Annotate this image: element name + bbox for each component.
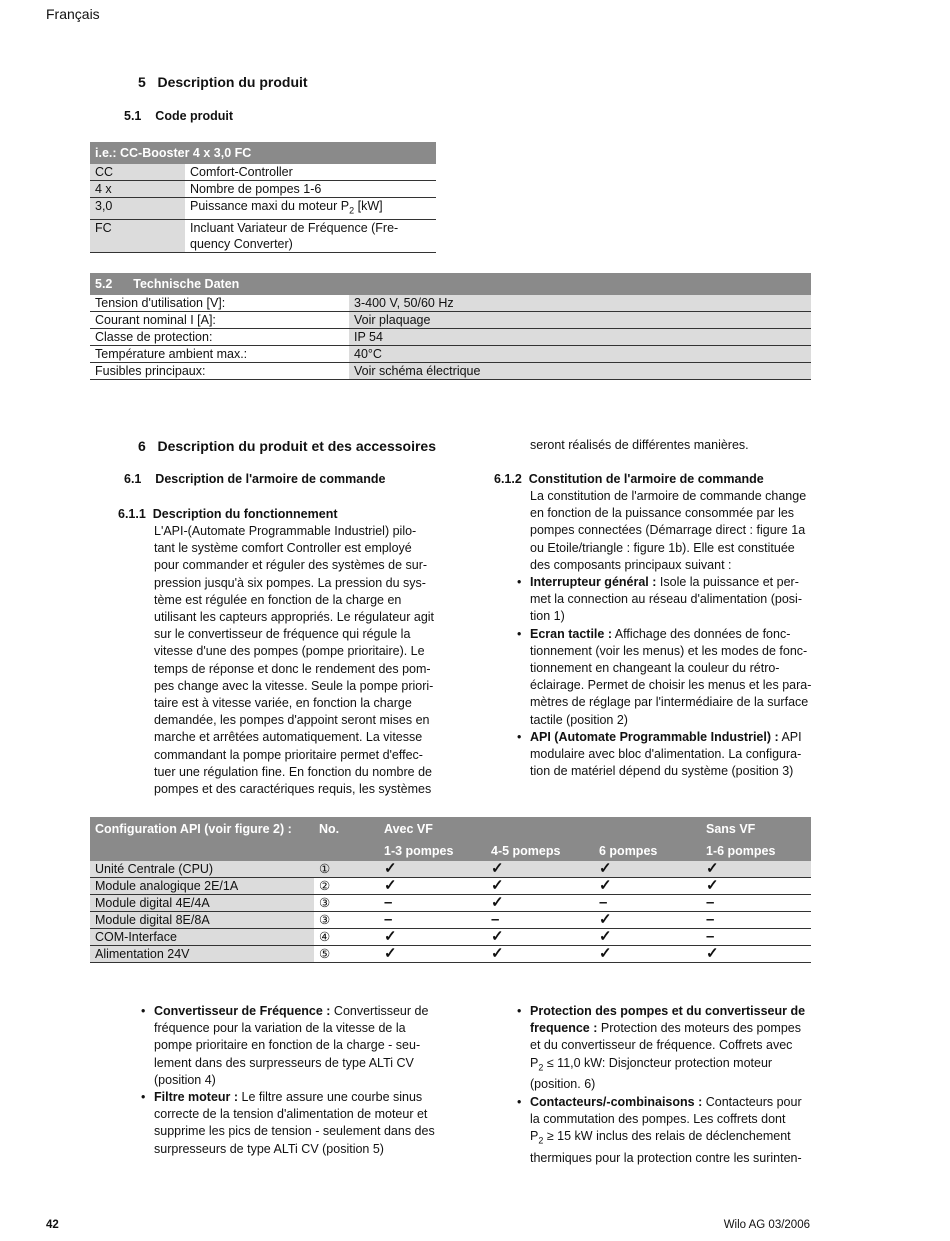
bottom-left-list bbox=[154, 1003, 444, 1158]
item-text: tionnement en changeant la couleur du rétro- bbox=[530, 661, 780, 676]
item-text: met la connection au réseau d'alimentation (posi- bbox=[530, 592, 802, 607]
item-text: Isole la puissance et per- bbox=[656, 575, 799, 590]
item-text: fréquence pour la variation de la vitesse de la bbox=[154, 1021, 406, 1036]
table-row bbox=[90, 878, 811, 895]
body-line: commandant la pompe prioritaire permet d'effec- bbox=[154, 747, 423, 762]
item-title: API (Automate Programmable Industriel) : bbox=[530, 729, 779, 744]
subscript: 2 bbox=[538, 1135, 544, 1146]
item-text: pompe prioritaire en fonction de la charge - seu- bbox=[154, 1038, 421, 1053]
body-line: utilisant les capteurs appropriés. Le régulateur agit bbox=[154, 610, 435, 625]
no-cell: ③ bbox=[314, 895, 379, 912]
body-line: L'API-(Automate Programmable Industriel) pilo- bbox=[154, 524, 417, 538]
value-cell: ✓ bbox=[594, 861, 701, 878]
value-cell: ✓ bbox=[379, 946, 486, 963]
value-cell: ✓ bbox=[486, 878, 594, 895]
item-text: (position. 6) bbox=[530, 1077, 596, 1092]
label-cell: Classe de protection: bbox=[90, 329, 349, 346]
table-row bbox=[90, 346, 811, 363]
section-title: Description de l'armoire de commande bbox=[155, 472, 386, 486]
component-list bbox=[154, 1003, 444, 1158]
item-text: tion de matériel dépend du système (position 3) bbox=[530, 764, 794, 779]
value-cell: ✓ bbox=[701, 878, 811, 895]
table-row bbox=[90, 312, 811, 329]
body-line: pompes et des caractériques requis, les systèmes bbox=[154, 782, 432, 797]
body-line: pour commander et réguler des systèmes de sur- bbox=[154, 558, 428, 573]
value-cell: ✓ bbox=[486, 946, 594, 963]
item-text: P bbox=[530, 1055, 539, 1070]
body-line: pression jusqu'à six pompes. La pression du sys- bbox=[154, 575, 426, 590]
header-6: 6 pompes bbox=[599, 844, 658, 858]
header-1-3: 1-3 pompes bbox=[384, 844, 454, 858]
value-cell: ✓ bbox=[594, 946, 701, 963]
section-6-1-2-body bbox=[530, 488, 820, 780]
list-item bbox=[154, 1089, 444, 1158]
table-header-row bbox=[90, 817, 811, 839]
desc-line: Incluant Variateur de Fréquence (Fre- bbox=[190, 220, 399, 235]
value-cell: – bbox=[701, 895, 811, 912]
label-cell: Fusibles principaux: bbox=[90, 363, 349, 380]
section-6-1-1-body bbox=[154, 523, 444, 798]
label-cell: Courant nominal I [A]: bbox=[90, 312, 349, 329]
body-line: pes change avec la vitesse. Seule la pompe priori- bbox=[154, 678, 434, 693]
item-text: API bbox=[778, 729, 802, 744]
table-header-row bbox=[90, 142, 436, 164]
name-cell: Module analogique 2E/1A bbox=[90, 878, 314, 895]
table-row bbox=[90, 363, 811, 380]
desc-line: quency Converter) bbox=[190, 236, 293, 251]
name-cell: COM-Interface bbox=[90, 929, 314, 946]
item-text: lement dans des surpresseurs de type ALTi CV bbox=[154, 1055, 414, 1070]
value-cell: – bbox=[486, 912, 594, 929]
table-header-row bbox=[90, 273, 811, 295]
body-line: des composants principaux suivant : bbox=[530, 557, 732, 572]
item-text: ≤ 11,0 kW: Disjoncteur protection moteur bbox=[543, 1055, 773, 1070]
body-line: marche et arrêtées automatiquement. La vitesse bbox=[154, 730, 423, 745]
section-number: 5 bbox=[138, 74, 146, 90]
item-title: Contacteurs/-combinaisons : bbox=[530, 1094, 703, 1109]
table-row bbox=[90, 946, 811, 963]
item-title: frequence : bbox=[530, 1021, 598, 1036]
value-cell: ✓ bbox=[594, 878, 701, 895]
item-text: modulaire avec bloc d'alimentation. La configura- bbox=[530, 747, 802, 762]
value-cell: ✓ bbox=[594, 929, 701, 946]
table-row bbox=[90, 164, 436, 181]
value-cell: ✓ bbox=[701, 861, 811, 878]
section-title: Code produit bbox=[155, 109, 234, 123]
body-line: demandée, les pompes d'appoint seront mises en bbox=[154, 713, 430, 728]
item-text: correcte de la tension d'alimentation de moteur et bbox=[154, 1107, 428, 1122]
body-line: pompes connectées (Démarrage direct : figure 1a bbox=[530, 523, 806, 538]
table-row bbox=[90, 295, 811, 312]
label-cell: Tension d'utilisation [V]: bbox=[90, 295, 349, 312]
list-item bbox=[530, 626, 820, 729]
header-1-6: 1-6 pompes bbox=[706, 844, 776, 858]
code-cell: FC bbox=[90, 219, 185, 252]
item-text: Protection des moteurs des pompes bbox=[597, 1021, 801, 1036]
name-cell: Module digital 8E/8A bbox=[90, 912, 314, 929]
body-line: ou Etoile/triangle : figure 1b). Elle est constituée bbox=[530, 540, 795, 555]
section-title: Technische Daten bbox=[133, 277, 240, 291]
continued-text: seront réalisés de différentes manières. bbox=[530, 438, 749, 452]
value-cell: ✓ bbox=[486, 929, 594, 946]
desc-text: [kW] bbox=[354, 199, 383, 213]
table-row bbox=[90, 929, 811, 946]
table-header: i.e.: CC-Booster 4 x 3,0 FC bbox=[95, 146, 252, 160]
item-text: tion 1) bbox=[530, 609, 565, 624]
value-cell: – bbox=[379, 912, 486, 929]
desc-cell bbox=[185, 198, 436, 220]
item-text: supprime les pics de tension - seulement dans des bbox=[154, 1124, 435, 1139]
label-cell: Température ambient max.: bbox=[90, 346, 349, 363]
language-label: Français bbox=[46, 6, 100, 22]
value-cell: Voir schéma électrique bbox=[349, 363, 811, 380]
value-cell: IP 54 bbox=[349, 329, 811, 346]
item-title: Protection des pompes et du convertisseur de bbox=[530, 1004, 806, 1018]
table-row bbox=[90, 861, 811, 878]
value-cell: – bbox=[594, 895, 701, 912]
name-cell: Unité Centrale (CPU) bbox=[90, 861, 314, 878]
section-number: 6.1.1 bbox=[118, 507, 146, 521]
item-text: (position 4) bbox=[154, 1072, 216, 1087]
item-title: Convertisseur de Fréquence : bbox=[154, 1004, 331, 1018]
body-line: tuer une régulation fine. En fonction du nombre de bbox=[154, 764, 432, 779]
value-cell: – bbox=[379, 895, 486, 912]
value-cell: 40°C bbox=[349, 346, 811, 363]
header-sans-vf: Sans VF bbox=[706, 822, 756, 836]
item-text: tactile (position 2) bbox=[530, 712, 628, 727]
header-config: Configuration API (voir figure 2) : bbox=[95, 822, 292, 836]
section-number: 5.1 bbox=[124, 109, 142, 123]
desc-text: Puissance maxi du moteur P bbox=[190, 199, 350, 213]
item-text: tionnement (voir les menus) et les modes de fonc- bbox=[530, 643, 808, 658]
item-text: surpresseurs de type ALTi CV (position 5) bbox=[154, 1141, 384, 1156]
bottom-right-list bbox=[530, 1003, 820, 1167]
value-cell: ✓ bbox=[379, 878, 486, 895]
component-list bbox=[530, 574, 820, 780]
value-cell: ✓ bbox=[486, 861, 594, 878]
body-line: sur le convertisseur de fréquence qui régule la bbox=[154, 627, 411, 642]
no-cell: ③ bbox=[314, 912, 379, 929]
name-cell: Module digital 4E/4A bbox=[90, 895, 314, 912]
subscript: 2 bbox=[349, 205, 355, 216]
no-cell: ① bbox=[314, 861, 379, 878]
desc-cell bbox=[185, 219, 436, 252]
item-text: et du convertisseur de fréquence. Coffrets avec bbox=[530, 1038, 793, 1053]
item-text: Affichage des données de fonc- bbox=[611, 626, 791, 641]
body-line: temps de réponse et donc le rendement des pom- bbox=[154, 661, 431, 676]
technical-data-table bbox=[90, 273, 811, 380]
value-cell: Voir plaquage bbox=[349, 312, 811, 329]
item-text: P bbox=[530, 1128, 539, 1143]
section-title: Description du produit et des accessoires bbox=[157, 438, 436, 454]
item-text: Convertisseur de bbox=[330, 1004, 429, 1018]
table-row bbox=[90, 912, 811, 929]
list-item bbox=[530, 729, 820, 781]
section-6-1-heading bbox=[124, 472, 385, 486]
body-line: La constitution de l'armoire de commande change bbox=[530, 489, 807, 503]
table-row bbox=[90, 219, 436, 252]
desc-cell: Comfort-Controller bbox=[185, 164, 436, 181]
table-header-row bbox=[90, 839, 811, 861]
item-title: Interrupteur général : bbox=[530, 575, 657, 590]
section-number: 6.1 bbox=[124, 472, 142, 486]
section-number: 5.2 bbox=[95, 277, 113, 291]
value-cell: ✓ bbox=[379, 861, 486, 878]
value-cell: – bbox=[701, 912, 811, 929]
section-title: Description du produit bbox=[157, 74, 308, 90]
table-row bbox=[90, 198, 436, 220]
item-title: Filtre moteur : bbox=[154, 1090, 239, 1105]
item-title: Ecran tactile : bbox=[530, 626, 612, 641]
page-number: 42 bbox=[46, 1219, 59, 1231]
list-item bbox=[154, 1003, 444, 1089]
desc-cell: Nombre de pompes 1-6 bbox=[185, 181, 436, 198]
section-title: Constitution de l'armoire de commande bbox=[528, 472, 764, 486]
code-cell: 4 x bbox=[90, 181, 185, 198]
item-text: Le filtre assure une courbe sinus bbox=[238, 1090, 423, 1105]
value-cell: ✓ bbox=[594, 912, 701, 929]
section-number: 6 bbox=[138, 438, 146, 454]
body-line: taire est à vitesse variée, en fonction la charge bbox=[154, 696, 412, 711]
code-cell: 3,0 bbox=[90, 198, 185, 220]
no-cell: ② bbox=[314, 878, 379, 895]
list-item bbox=[530, 1094, 820, 1167]
body-line: en fonction de la puissance consommée par les bbox=[530, 506, 795, 521]
section-5-1-heading bbox=[124, 109, 233, 123]
name-cell: Alimentation 24V bbox=[90, 946, 314, 963]
product-code-table bbox=[90, 142, 436, 253]
list-item bbox=[530, 1003, 820, 1094]
section-6-1-1-heading bbox=[118, 507, 338, 521]
item-text: Contacteurs pour bbox=[702, 1094, 802, 1109]
table-header bbox=[90, 273, 811, 295]
header-avec-vf: Avec VF bbox=[384, 822, 433, 836]
value-cell: ✓ bbox=[701, 946, 811, 963]
header-4-5: 4-5 pomeps bbox=[491, 844, 561, 858]
item-text: la commutation des pompes. Les coffrets dont bbox=[530, 1111, 786, 1126]
section-6-1-2-heading bbox=[494, 472, 764, 486]
item-text: ≥ 15 kW inclus des relais de déclenchement bbox=[543, 1128, 791, 1143]
publisher-label: Wilo AG 03/2006 bbox=[723, 1219, 810, 1231]
section-6-heading bbox=[138, 438, 436, 454]
body-line: tème est régulée en fonction de la charge en bbox=[154, 592, 402, 607]
subscript: 2 bbox=[538, 1062, 544, 1073]
item-text: thermiques pour la protection contre les surinten- bbox=[530, 1150, 802, 1165]
table-row bbox=[90, 181, 436, 198]
value-cell: 3-400 V, 50/60 Hz bbox=[349, 295, 811, 312]
component-list bbox=[530, 1003, 820, 1167]
list-item bbox=[530, 574, 820, 626]
value-cell: – bbox=[701, 929, 811, 946]
no-cell: ⑤ bbox=[314, 946, 379, 963]
code-cell: CC bbox=[90, 164, 185, 181]
section-number: 6.1.2 bbox=[494, 472, 522, 486]
table-row bbox=[90, 895, 811, 912]
body-line: vitesse d'une des pompes (pompe prioritaire). Le bbox=[154, 644, 425, 659]
table-row bbox=[90, 329, 811, 346]
item-text: mètres de réglage par l'intermédiaire de la surface bbox=[530, 695, 809, 710]
section-5-heading bbox=[138, 74, 308, 90]
api-configuration-table bbox=[90, 817, 811, 963]
value-cell: ✓ bbox=[486, 895, 594, 912]
header-no: No. bbox=[319, 822, 340, 836]
item-text: éclairage. Permet de choisir les menus et les para- bbox=[530, 678, 812, 693]
section-title: Description du fonctionnement bbox=[152, 507, 338, 521]
no-cell: ④ bbox=[314, 929, 379, 946]
value-cell: ✓ bbox=[379, 929, 486, 946]
body-line: tant le système comfort Controller est employé bbox=[154, 541, 412, 556]
